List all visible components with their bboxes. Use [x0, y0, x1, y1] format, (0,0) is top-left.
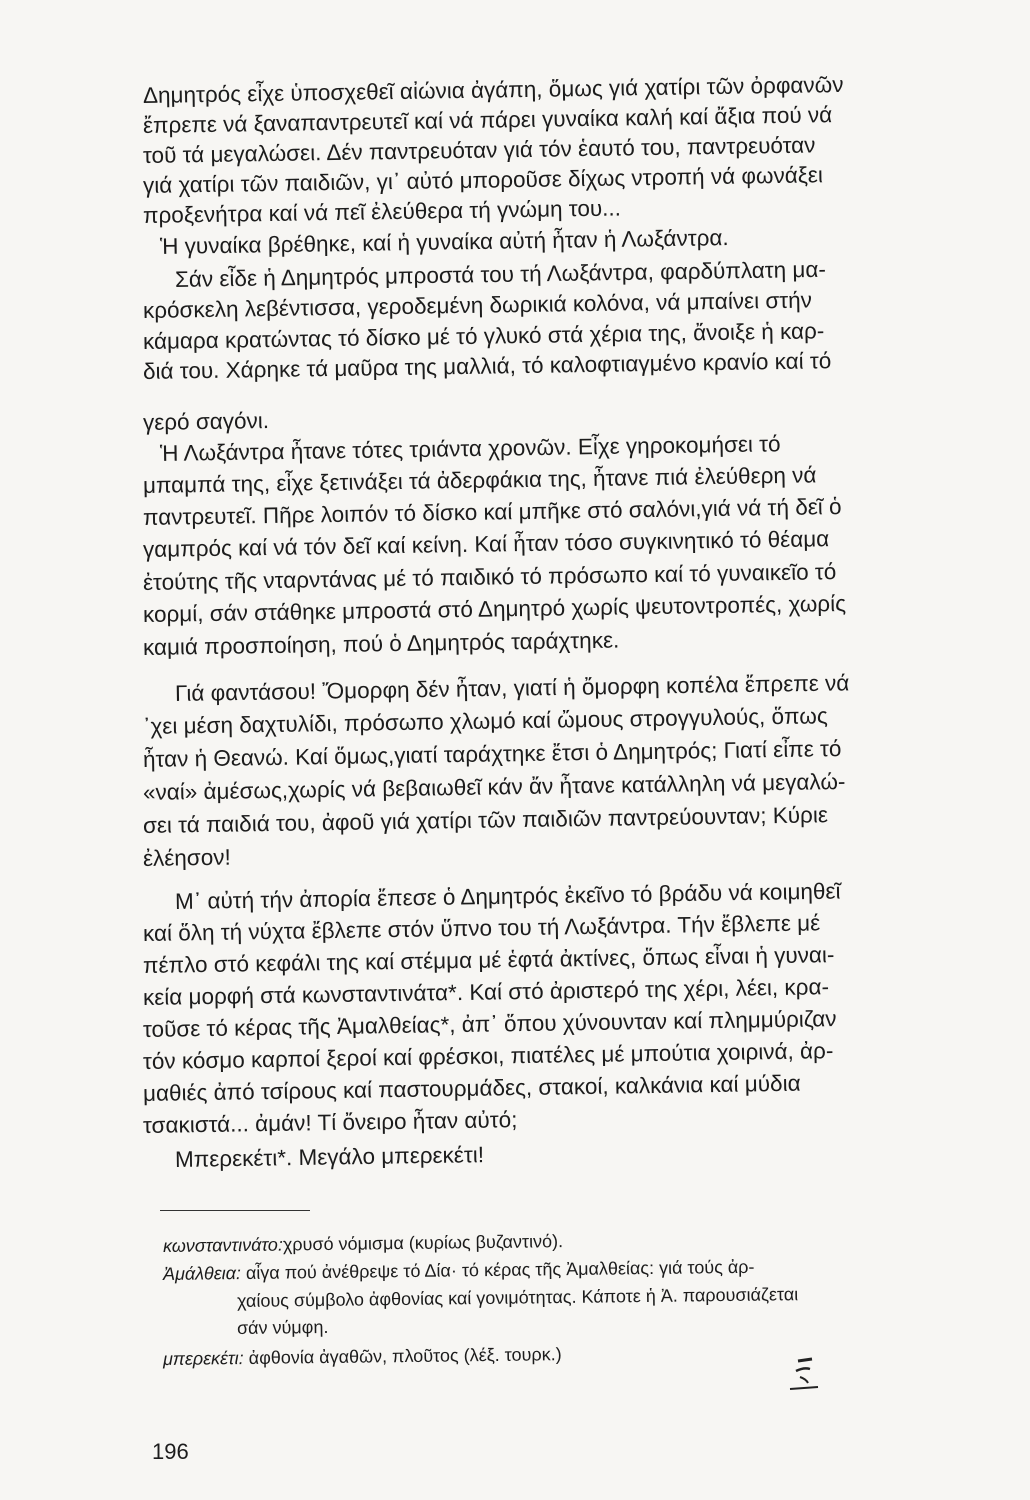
body-line: Δημητρός εἶχε ὑποσχεθεῖ αἰώνια ἀγάπη, ὅμως γιά χατίρι τῶν ὀρφανῶν: [142, 71, 844, 108]
footnote-text: σάν νύμφη.: [236, 1316, 329, 1338]
body-line: κάμαρα κρατώντας τό δίσκο μέ τό γλυκό στά χέρια της, ἄνοιξε ἡ καρ-: [142, 318, 825, 354]
body-line: παντρευτεῖ. Πῆρε λοιπόν τό δίσκο καί μπῆκε στό σαλόνι,γιά νά τή δεῖ ὁ: [142, 494, 842, 530]
body-line: καί ὅλη τή νύχτα ἔβλεπε στόν ὕπνο του τή Λωξάντρα. Τήν ἔβλεπε μέ: [142, 910, 821, 946]
footnote-rule: [160, 1210, 310, 1211]
body-line: ἦταν ἡ Θεανώ. Καί ὅμως,γιατί ταράχτηκε ἔτσι ὁ Δημητρός; Γιατί εἶπε τό: [142, 736, 842, 772]
page-number: 196: [152, 1439, 189, 1464]
footnote-line: [163, 1230, 563, 1257]
body-line: μπαμπά της, εἶχε ξετινάξει τά ἀδερφάκια της, ἦτανε πιά ἐλεύθερη νά: [142, 462, 817, 498]
footnote-line: [163, 1256, 755, 1285]
body-line: μαθιές ἀπό τσίρους καί παστουρμάδες, στακοί, καλκάνια καί μύδια: [142, 1070, 801, 1106]
footnote-term: κωνσταντινάτο:: [162, 1234, 284, 1256]
body-line: γιά χατίρι τῶν παιδιῶν, γι᾽ αὐτό μποροῦσε δίχως ντροπή νά φωνάξει: [142, 162, 824, 198]
body-line: προξενήτρα καί νά πεῖ ἐλεύθερα τή γνώμη του...: [142, 195, 622, 228]
body-line: διά του. Χάρηκε τά μαῦρα της μαλλιά, τό καλοφτιαγμένο κρανίο καί τό: [142, 348, 832, 384]
body-line: καμιά προσποίηση, πού ὁ Δημητρός ταράχτηκε.: [142, 627, 620, 660]
body-line: τοῦσε τό κέρας τῆς Ἀμαλθείας*, ἀπ᾽ ὅπου χύνουνταν καί πλημμύριζαν: [142, 1006, 837, 1042]
body-line: κεία μορφή στά κωνσταντινάτα*. Καί στό ἀριστερό της χέρι, λέει, κρα-: [142, 974, 830, 1010]
body-line: τσακιστά... ἀμάν! Τί ὄνειρο ἦταν αὐτό;: [142, 1107, 518, 1138]
body-line: σει τά παιδιά του, ἀφοῦ γιά χατίρι τῶν παιδιῶν παντρεύουνταν; Κύριε: [142, 802, 829, 838]
footnote-line: [237, 1316, 329, 1339]
body-line: Σάν εἶδε ἡ Δημητρός μπροστά του τή Λωξάντρα, φαρδύπλατη μα-: [174, 256, 827, 292]
body-line: ᾽χει μέση δαχτυλίδι, πρόσωπο χλωμό καί ὤμους στρογγυλούς, ὅπως: [142, 703, 828, 739]
footnote-line: [163, 1343, 562, 1370]
footnote-text: χρυσό νόμισμα (κυρίως βυζαντινό).: [282, 1231, 564, 1255]
body-line: ἐλέησον!: [142, 844, 231, 871]
body-line: Ἡ Λωξάντρα ἦτανε τότες τριάντα χρονῶν. Εἶχε γηροκομήσει τό: [159, 431, 781, 466]
body-line: γερό σαγόνι.: [142, 408, 270, 435]
footnote-line: [237, 1283, 798, 1312]
body-line: κορμί, σάν στάθηκε μπροστά στό Δημητρό χωρίς ψευτοντροπές, χωρίς: [142, 590, 847, 627]
body-line: Γιά φαντάσου! Ὄμορφη δέν ἦταν, γιατί ἡ ὄμορφη κοπέλα ἔπρεπε νά: [174, 670, 850, 706]
body-line: ἔπρεπε νά ξαναπαντρευτεῖ καί νά πάρει γυναίκα καλή καί ἄξια πού νά: [142, 102, 833, 138]
body-line: ἐτούτης τῆς νταρντάνας μέ τό παιδικό τό πρόσωπο καί τό γυναικεῖο τό: [142, 559, 837, 595]
footnote-text: αἶγα πού ἀνέθρεψε τό Δία· τό κέρας τῆς Ἀμαλθείας: γιά τούς ἀρ-: [245, 1256, 755, 1283]
footnote-text: χαίους σύμβολο ἀφθονίας καί γονιμότητας. Κάποτε ἡ Ἀ. παρουσιάζεται: [236, 1284, 799, 1311]
body-line: τόν κόσμο καρποί ξεροί καί φρέσκοι, πιατέλες μέ μπούτια χοιρινά, ἀρ-: [142, 1038, 834, 1074]
ink-mark-icon: [788, 1355, 822, 1395]
body-line: τοῦ τά μεγαλώσει. Δέν παντρευόταν γιά τόν ἑαυτό του, παντρευόταν: [142, 132, 816, 168]
body-line: «ναί» ἀμέσως,χωρίς νά βεβαιωθεῖ κάν ἄν ἦτανε κατάλληλη νά μεγαλώ-: [142, 768, 846, 805]
footnote-term: μπερεκέτι:: [162, 1348, 244, 1369]
body-line: γαμπρός καί νά τόν δεῖ καί κείνη. Καί ἦταν τόσο συγκινητικό τό θέαμα: [142, 526, 830, 562]
body-line: πέπλο στό κεφάλι της καί στέμμα μέ ἑφτά ἀκτίνες, ὅπως εἶναι ἡ γυναι-: [142, 942, 835, 978]
body-line: Μπερεκέτι*. Μεγάλο μπερεκέτι!: [174, 1142, 485, 1172]
body-line: Μ᾽ αὐτή τήν ἀπορία ἔπεσε ὁ Δημητρός ἐκεῖνο τό βράδυ νά κοιμηθεῖ: [174, 878, 841, 914]
body-line: κρόσκελη λεβέντισσα, γεροδεμένη δωρικιά κολόνα, νά μπαίνει στήν: [142, 287, 813, 323]
footnote-term: Ἀμάλθεια:: [162, 1263, 242, 1284]
body-line: Ἡ γυναίκα βρέθηκε, καί ἡ γυναίκα αὐτή ἦταν ἡ Λωξάντρα.: [159, 225, 729, 259]
footnote-text: ἀφθονία ἀγαθῶν, πλοῦτος (λέξ. τουρκ.): [248, 1344, 562, 1368]
